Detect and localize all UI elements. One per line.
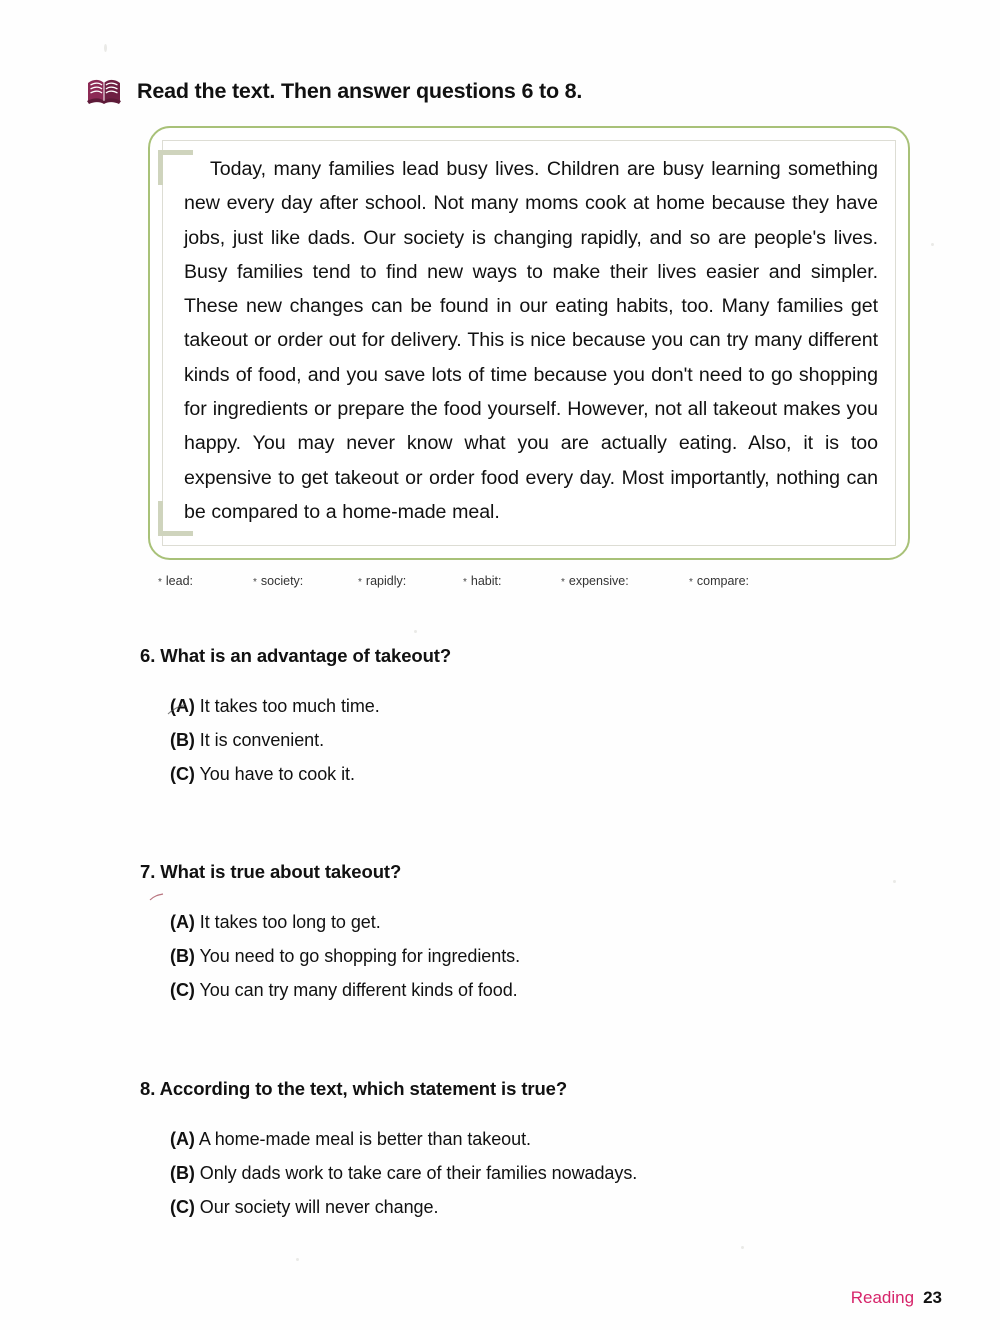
choice-text: Only dads work to take care of their families nowadays. bbox=[199, 1163, 638, 1183]
choice-text: It takes too long to get. bbox=[199, 912, 381, 932]
choice-option[interactable] bbox=[170, 973, 940, 1007]
vocabulary-item bbox=[561, 574, 689, 588]
scan-artifact bbox=[741, 1246, 744, 1249]
choice-option[interactable] bbox=[170, 905, 940, 939]
choice-option[interactable] bbox=[170, 689, 940, 723]
choice-letter: (A) bbox=[170, 912, 195, 932]
choice-text: A home-made meal is better than takeout. bbox=[198, 1129, 531, 1149]
choice-letter: (C) bbox=[170, 1197, 195, 1217]
choice-letter: (B) bbox=[170, 946, 195, 966]
question-block-7 bbox=[140, 861, 940, 1007]
footer-page-number: 23 bbox=[923, 1288, 942, 1307]
star-bullet-icon: * bbox=[689, 577, 693, 588]
question-block-8 bbox=[140, 1078, 940, 1224]
star-bullet-icon: * bbox=[561, 577, 565, 588]
choice-text: You can try many different kinds of food. bbox=[199, 980, 518, 1000]
choice-letter: (A) bbox=[170, 1129, 195, 1149]
vocabulary-item bbox=[253, 574, 358, 588]
page-footer bbox=[851, 1288, 942, 1308]
question-title: 6. What is an advantage of takeout? bbox=[140, 645, 452, 666]
vocabulary-item bbox=[158, 574, 253, 588]
choice-text: You have to cook it. bbox=[199, 764, 355, 784]
star-bullet-icon: * bbox=[158, 577, 162, 588]
scan-artifact bbox=[414, 630, 417, 633]
choice-option[interactable] bbox=[170, 939, 940, 973]
scan-artifact bbox=[931, 243, 934, 246]
choice-letter: (C) bbox=[170, 980, 195, 1000]
choice-list bbox=[140, 905, 940, 1007]
vocabulary-list bbox=[158, 574, 858, 588]
vocabulary-word: expensive: bbox=[568, 574, 629, 588]
vocabulary-word: society: bbox=[260, 574, 304, 588]
star-bullet-icon: * bbox=[253, 577, 257, 588]
choice-letter: (C) bbox=[170, 764, 195, 784]
open-book-icon bbox=[85, 76, 123, 106]
question-block-6 bbox=[140, 645, 940, 791]
reading-passage-box bbox=[148, 126, 910, 560]
footer-section-label: Reading bbox=[850, 1288, 915, 1307]
question-title: 7. What is true about takeout? bbox=[140, 861, 402, 882]
choice-option[interactable] bbox=[170, 1122, 940, 1156]
vocabulary-word: lead: bbox=[165, 574, 194, 588]
choice-letter: (B) bbox=[170, 1163, 195, 1183]
choice-text: It takes too much time. bbox=[199, 696, 380, 716]
vocabulary-item bbox=[689, 574, 749, 588]
question-title: 8. According to the text, which statement is true? bbox=[140, 1078, 568, 1099]
choice-option[interactable] bbox=[170, 723, 940, 757]
choice-option[interactable] bbox=[170, 1156, 940, 1190]
choice-list bbox=[140, 689, 940, 791]
choice-option[interactable] bbox=[170, 1190, 940, 1224]
vocabulary-word: rapidly: bbox=[365, 574, 407, 588]
star-bullet-icon: * bbox=[358, 577, 362, 588]
vocabulary-word: compare: bbox=[696, 574, 750, 588]
section-heading-text: Read the text. Then answer questions 6 to 8. bbox=[137, 78, 583, 103]
choice-text: You need to go shopping for ingredients. bbox=[199, 946, 521, 966]
reading-passage-text: Today, many families lead busy lives. Children are busy learning something new every day after school. Not many moms cook at home because they have jobs, just like dads. Our society is changing rapidly, and so are people's lives. Busy families tend to find new ways to make their lives easier and simpler. These new changes can be found in our eating habits, too. Many families get takeout or order out for delivery. This is nice because you can try many different kinds of food, and you save lots of time because you don't need to go shopping for ingredients or prepare the food yourself. However, not all takeout makes you happy. You may never know what you are actually eating. Also, it is too expensive to get takeout or order food every day. Most importantly, nothing can be compared to a home-made meal. bbox=[184, 158, 878, 523]
vocabulary-item bbox=[463, 574, 561, 588]
choice-text: Our society will never change. bbox=[199, 1197, 439, 1217]
choice-letter: (A) bbox=[170, 696, 195, 716]
choice-list bbox=[140, 1122, 940, 1224]
choice-option[interactable] bbox=[170, 757, 940, 791]
vocabulary-item bbox=[358, 574, 463, 588]
choice-letter: (B) bbox=[170, 730, 195, 750]
scan-artifact bbox=[104, 44, 107, 52]
section-heading bbox=[85, 76, 582, 106]
star-bullet-icon: * bbox=[463, 577, 467, 588]
vocabulary-word: habit: bbox=[470, 574, 502, 588]
choice-text: It is convenient. bbox=[199, 730, 325, 750]
scan-artifact bbox=[296, 1258, 299, 1261]
